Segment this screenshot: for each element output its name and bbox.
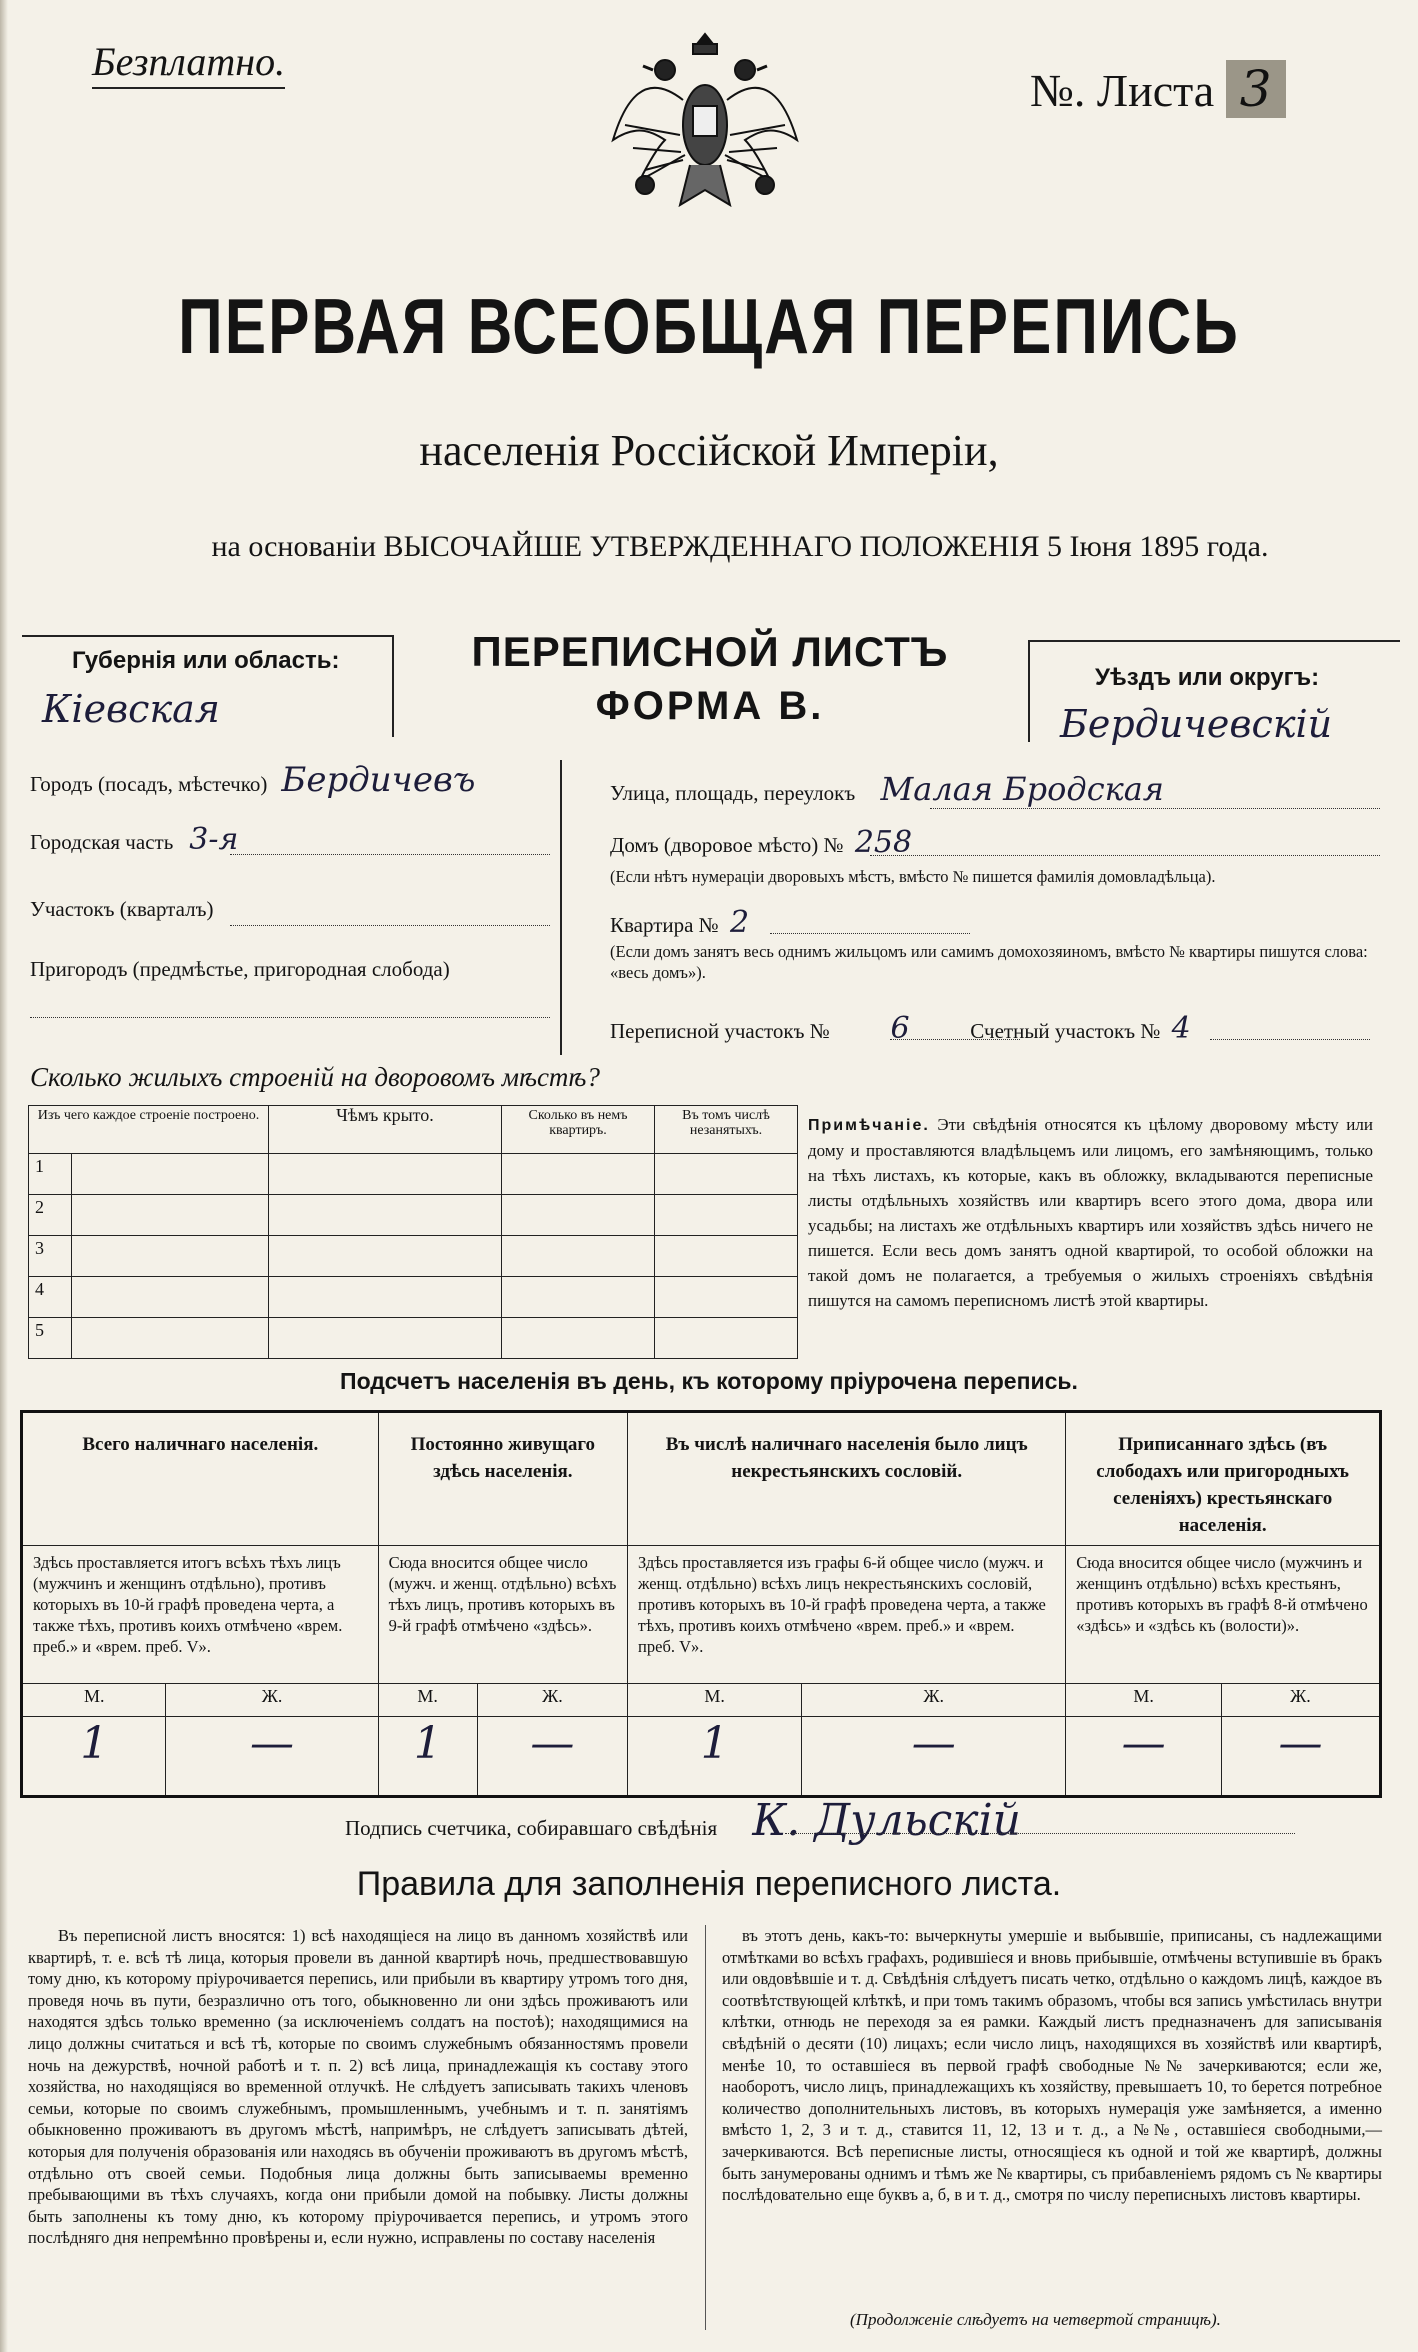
district-value: Бердичевскій	[1060, 702, 1333, 746]
sheet-label: №. Листа	[1030, 65, 1215, 116]
province-value: Кіевская	[42, 687, 220, 731]
city-part-field	[30, 822, 550, 857]
form-subtitle: ФОРМА В.	[595, 684, 825, 728]
population-values-row	[22, 1717, 1381, 1797]
district-label: Уѣздъ или округъ:	[1095, 664, 1320, 691]
table-row	[29, 1318, 798, 1359]
town-label: Городъ (посадъ, мѣстечко)	[30, 772, 268, 796]
street-field	[610, 770, 1380, 815]
buildings-header-roof: Чѣмъ крыто.	[269, 1106, 502, 1154]
apartment-note: (Если домъ занятъ весь однимъ жильцомъ или самимъ домохозяиномъ, вмѣсто № квартиры пишутся слова: «весь домъ»).	[610, 942, 1368, 982]
population-col-4-desc: Сюда вносится общее число (мужчинъ и женщинъ отдѣльно) всѣхъ крестьянъ, противъ которыхъ въ графѣ 8-й отмѣчено «здѣсь» и «здѣсь къ (волости)».	[1066, 1546, 1381, 1684]
precinct-field	[30, 897, 550, 922]
note-text: Эти свѣдѣнія относятся къ цѣлому дворовому мѣсту или дому и проставляются владѣльцемъ или лицомъ, его замѣняющимъ, только на тѣхъ листахъ, къ которые, какъ въ обложку, вкладываются переписные листы отдѣльныхъ хозяйствъ или квартиръ всего этого дома, двора или усадьбы; на листахъ же отдѣльныхъ квартиръ или хозяйствъ здѣсь ничего не пишется. Если весь домъ занятъ одной квартирой, то особой обложки на такой домъ не полагается, а требуемыя о жилыхъ строеніяхъ свѣдѣнія пишутся на самомъ переписномъ листѣ этой квартиры.	[808, 1115, 1373, 1310]
table-row	[29, 1277, 798, 1318]
left-fields	[30, 760, 562, 1055]
suburb-label: Пригородъ (предмѣстье, пригородная слобода)	[30, 957, 450, 981]
house-label: Домъ (дворовое мѣсто) №	[610, 833, 844, 857]
district-box	[1028, 640, 1400, 746]
signature-label: Подпись счетчика, собиравшаго свѣдѣнія	[345, 1816, 718, 1840]
census-district-label: Переписной участокъ №	[610, 1019, 830, 1043]
legal-basis: на основаніи ВЫСОЧАЙШЕ УТВЕРЖДЕННАГО ПОЛОЖЕНІЯ 5 Іюня 1895 года.	[211, 530, 1269, 563]
rules-continuation: (Продолженіе слѣдуетъ на четвертой страницѣ).	[850, 2310, 1221, 2329]
population-col-1-desc: Здѣсь проставляется итогъ всѣхъ тѣхъ лицъ (мужчинъ и женщинъ отдѣльно), противъ которыхъ въ 10-й графѣ проведена черта, а также тѣхъ, противъ коихъ отмѣчено «врем. преб.» и «врем. преб. V».	[22, 1546, 379, 1684]
precinct-label: Участокъ (кварталъ)	[30, 897, 214, 921]
f-label: Ж.	[1221, 1684, 1380, 1717]
apartment-label: Квартира №	[610, 913, 719, 937]
free-label: Безплатно.	[92, 38, 285, 89]
rules-right-column: въ этотъ день, какъ-то: вычеркнуты умершіе и выбывшіе, приписаны, съ надлежащими отмѣтками во всѣхъ графахъ, родившіеся и вновь прибывшіе, отмѣчены вступившіе въ бракъ или овдовѣвшіе и т. д. Свѣдѣнія слѣдуетъ писать четко, отдѣльно о каждомъ лицѣ, каждое въ соотвѣтствующей клѣткѣ, и при томъ такимъ образомъ, чтобы вся запись умѣстилась внутри клѣтки, отнюдь не переходя за ея рамки. Каждый листъ предназначенъ для записыванія свѣдѣній о десяти (10) лицахъ; если число лицъ, находящихся въ хозяйствѣ или квартирѣ, менѣе 10, то оставшіеся въ первой графѣ свободные №№ зачеркиваются; если же, наоборотъ, число лицъ, принадлежащихъ къ хозяйству, превышаетъ 10, то берется потребное количество дополнительныхъ листовъ, въ которыхъ нумерація уже замѣняется, а именно вмѣсто 1, 2, 3 и т. д., ставится 11, 12, 13 и т. д., а №№, оставшіеся свободными,—зачеркиваются. Всѣ переписные листы, относящіеся къ одной и той же квартирѣ, должны быть занумерованы однимъ и тѣмъ же № квартиры, съ прибавленіемъ рядомъ съ № квартиры послѣдовательно еще буквъ а, б, в и т. д., смотря по числу переписныхъ листовъ квартиры.	[722, 1926, 1382, 2205]
row-number: 3	[29, 1236, 72, 1277]
population-col-1-male: 1	[22, 1717, 166, 1797]
sheet-number-block	[1030, 60, 1286, 118]
population-table	[20, 1410, 1382, 1798]
signature-value: К. Дульскій	[752, 1795, 1021, 1846]
f-label: Ж.	[802, 1684, 1066, 1717]
row-number: 2	[29, 1195, 72, 1236]
table-row	[29, 1154, 798, 1195]
population-col-1-head: Всего наличнаго населенія.	[22, 1412, 379, 1546]
population-col-2-male: 1	[378, 1717, 477, 1797]
population-head-row	[22, 1412, 1381, 1546]
population-heading: Подсчетъ населенія въ день, къ которому пріурочена перепись.	[340, 1368, 1078, 1394]
census-district-value: 6	[890, 1011, 910, 1046]
right-fields	[610, 770, 1380, 1047]
row-number: 1	[29, 1154, 72, 1195]
population-col-3-male: 1	[628, 1717, 802, 1797]
sheet-number: 3	[1226, 60, 1286, 118]
rules-left-column: Въ переписной листъ вносятся: 1) всѣ находящіеся на лицо въ данномъ хозяйствѣ или квартирѣ, т. е. всѣ тѣ лица, которыя провели въ данной квартирѣ ночь, предшествовавшую тому дню, къ которому пріурочивается перепись, или прибыли въ квартиру утромъ того дня, проведя ночь въ пути, безразлично отъ того, обыкновенно ли они здѣсь проживаютъ или находятся здѣсь только временно (за исключеніемъ солдатъ на постоѣ); находящимися на лицо должны считаться и всѣ тѣ, которые по своимъ служебнымъ обязанностямъ провели ночь на дежурствѣ, ночной работѣ и т. п. 2) всѣ лица, принадлежащія къ составу этого хозяйства, но находящіяся во временной отлучкѣ. Не слѣдуетъ записывать такихъ членовъ семьи, которые по своимъ служебнымъ, промышленнымъ, учебнымъ и т. п. занятіямъ обыкновенно проживаютъ въ другомъ мѣстѣ, напримѣръ, не слѣдуетъ записывать дѣтей, которыя для полученія образованія или находясь въ обученіи проживаютъ въ другомъ мѣстѣ, отдѣльно отъ своей семьи. Подобныя лица должны быть записываемы временно пребывающими въ тѣхъ случаяхъ, когда они прибыли домой на побывку. Листы должны быть заполнены къ тому дню, къ которому пріурочивается перепись, и утромъ этого послѣдняго дня непремѣнно провѣрены и, если нужно, исправлены по составу населенія	[28, 1926, 688, 2248]
province-box	[22, 635, 394, 737]
form-title-block	[400, 628, 1020, 729]
counting-district-label: Счетный участокъ №	[970, 1019, 1161, 1043]
buildings-table	[28, 1105, 798, 1359]
note-title: Примѣчаніе.	[808, 1117, 930, 1134]
buildings-question: Сколько жилыхъ строеній на дворовомъ мѣстѣ?	[30, 1062, 600, 1092]
town-field	[30, 760, 550, 800]
note-block	[808, 1112, 1373, 1313]
main-title: ПЕРВАЯ ВСЕОБЩАЯ ПЕРЕПИСЬ	[178, 284, 1240, 371]
suburb-field	[30, 957, 550, 982]
city-part-value: 3-я	[189, 822, 239, 857]
house-value: 258	[854, 825, 913, 860]
population-col-4-head: Приписаннаго здѣсь (въ слободахъ или пригородныхъ селеніяхъ) крестьянскаго населенія.	[1066, 1412, 1381, 1546]
m-label: М.	[22, 1684, 166, 1717]
house-note: (Если нѣтъ нумераціи дворовыхъ мѣстъ, вмѣсто № пишется фамилія домовладѣльца).	[610, 867, 1216, 886]
rules-divider	[705, 1925, 706, 2330]
buildings-header-row	[29, 1106, 798, 1154]
population-col-1-female: —	[166, 1717, 378, 1797]
population-col-3-head: Въ числѣ наличнаго населенія было лицъ некрестьянскихъ сословій.	[628, 1412, 1066, 1546]
population-col-2-desc: Сюда вносится общее число (мужч. и женщ. отдѣльно) всѣхъ тѣхъ лицъ, противъ которыхъ въ 9-й графѣ отмѣчено «здѣсь».	[378, 1546, 627, 1684]
town-value: Бердичевъ	[281, 760, 476, 800]
apartment-field	[610, 905, 1380, 941]
population-col-4-female: —	[1221, 1717, 1380, 1797]
buildings-header-vacant: Въ томъ числѣ незанятыхъ.	[655, 1106, 798, 1154]
buildings-header-apartments: Сколько въ немъ квартиръ.	[502, 1106, 655, 1154]
counting-district-value: 4	[1171, 1011, 1191, 1046]
population-col-2-female: —	[477, 1717, 627, 1797]
apartment-value: 2	[729, 905, 750, 940]
double-headed-eagle-icon	[605, 30, 805, 220]
row-number: 4	[29, 1277, 72, 1318]
m-label: М.	[378, 1684, 477, 1717]
m-label: М.	[1066, 1684, 1222, 1717]
population-col-3-desc: Здѣсь проставляется изъ графы 6-й общее число (мужч. и женщ. отдѣльно) всѣхъ лицъ некрестьянскихъ сословій, противъ которыхъ въ 10-й графѣ проведена черта, а также тѣхъ, противъ коихъ отмѣчено «врем. преб.» и «врем. преб. V».	[628, 1546, 1066, 1684]
population-col-3-female: —	[802, 1717, 1066, 1797]
population-col-2-head: Постоянно живущаго здѣсь населенія.	[378, 1412, 627, 1546]
street-label: Улица, площадь, переулокъ	[610, 781, 856, 805]
population-mf-row	[22, 1684, 1381, 1717]
district-numbers	[610, 1011, 1380, 1047]
m-label: М.	[628, 1684, 802, 1717]
subtitle: населенія Россійской Имперіи,	[419, 426, 999, 475]
street-value: Малая Бродская	[880, 770, 1164, 808]
table-row	[29, 1195, 798, 1236]
city-part-label: Городская часть	[30, 830, 174, 854]
province-label: Губернія или область:	[72, 647, 340, 674]
f-label: Ж.	[477, 1684, 627, 1717]
signature-line	[345, 1795, 1345, 1846]
population-desc-row	[22, 1546, 1381, 1684]
rules-title: Правила для заполненія переписного листа.	[356, 1865, 1062, 1903]
f-label: Ж.	[166, 1684, 378, 1717]
row-number: 5	[29, 1318, 72, 1359]
house-field	[610, 825, 1380, 865]
table-row	[29, 1236, 798, 1277]
population-col-4-male: —	[1066, 1717, 1222, 1797]
form-title: ПЕРЕПИСНОЙ ЛИСТЪ	[471, 628, 949, 675]
buildings-header-material: Изъ чего каждое строеніе построено.	[29, 1106, 269, 1154]
